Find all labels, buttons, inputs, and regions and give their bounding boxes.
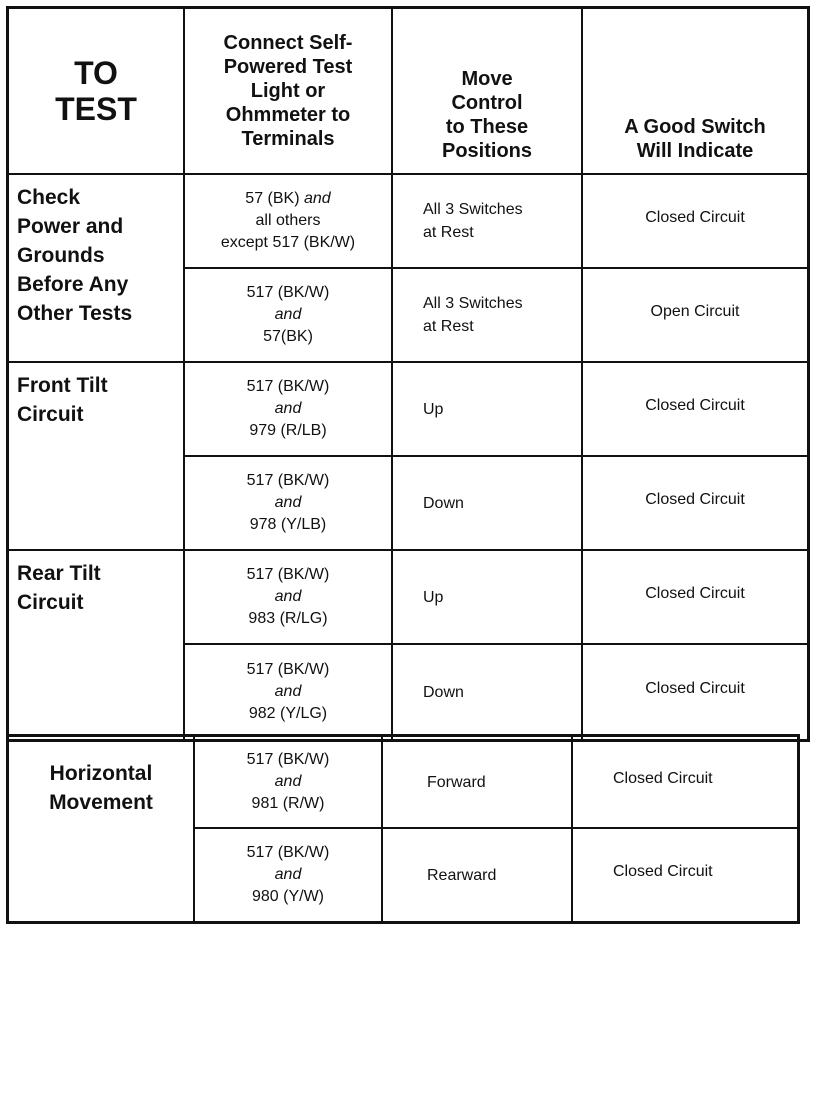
terminal-8-first: 517 (BK/W)	[246, 844, 330, 861]
terminals-row-2	[185, 269, 393, 363]
move-row-2-line-1: All 3 Switches	[423, 295, 523, 312]
terminals-row-6	[185, 645, 393, 739]
result-row-1: Closed Circuit	[583, 175, 807, 269]
group-check-power	[9, 175, 185, 363]
header-connect	[185, 9, 393, 175]
group-front-line-1: Front Tilt	[17, 374, 108, 397]
move-row-6-line-1: Down	[423, 683, 464, 701]
terminals-row-5	[185, 551, 393, 645]
move-row-1	[393, 175, 583, 269]
group-rear-line-2: Circuit	[17, 591, 84, 614]
header-connect-line-3: Light or	[250, 80, 326, 102]
terminal-1-third: except 517 (BK/W)	[220, 234, 356, 251]
move-row-7-line-1: Forward	[427, 773, 486, 791]
header-to-test-line-1: TO	[74, 55, 118, 91]
terminals-row-7	[195, 737, 383, 829]
group-power-line-3: Grounds	[17, 244, 105, 267]
horizontal-movement-table	[6, 734, 800, 924]
terminals-row-4	[185, 457, 393, 551]
move-row-1-line-1: All 3 Switches	[423, 201, 523, 218]
header-to-test	[9, 9, 185, 175]
group-horizontal-line-1: Horizontal	[49, 762, 153, 785]
group-power-line-4: Before Any	[17, 273, 129, 296]
move-row-8-line-1: Rearward	[427, 866, 497, 884]
group-front-tilt	[9, 363, 185, 551]
group-horizontal-movement	[9, 737, 195, 921]
group-rear-line-1: Rear Tilt	[17, 562, 101, 585]
result-row-7: Closed Circuit	[573, 737, 797, 829]
group-front-line-2: Circuit	[17, 403, 84, 426]
terminal-3-and: and	[274, 400, 302, 417]
terminals-row-8	[195, 829, 383, 921]
move-row-3	[393, 363, 583, 457]
group-power-line-5: Other Tests	[17, 302, 133, 325]
terminal-7-third: 981 (R/W)	[251, 795, 325, 812]
move-row-5-line-1: Up	[423, 588, 444, 606]
move-row-4-line-1: Down	[423, 494, 464, 512]
terminal-3-third: 979 (R/LB)	[249, 422, 327, 439]
move-row-8	[383, 829, 573, 921]
terminal-6-first: 517 (BK/W)	[246, 661, 330, 678]
header-move-line-3: to These	[445, 116, 529, 138]
terminal-4-first: 517 (BK/W)	[246, 472, 330, 489]
group-rear-tilt	[9, 551, 185, 739]
header-move-line-4: Positions	[441, 140, 532, 162]
switch-test-table	[6, 6, 810, 742]
move-row-5	[393, 551, 583, 645]
terminals-row-1	[185, 175, 393, 269]
terminal-7-and: and	[274, 773, 302, 790]
terminal-8-and: and	[274, 866, 302, 883]
terminal-4-and: and	[274, 494, 302, 511]
move-row-2-line-2: at Rest	[423, 318, 474, 335]
terminal-7-first: 517 (BK/W)	[246, 751, 330, 768]
terminal-1-second: all others	[255, 212, 321, 229]
result-row-3: Closed Circuit	[583, 363, 807, 457]
header-good-line-1: A Good Switch	[624, 116, 766, 138]
move-row-2	[393, 269, 583, 363]
result-row-2: Open Circuit	[583, 269, 807, 363]
result-row-5: Closed Circuit	[583, 551, 807, 645]
move-row-3-line-1: Up	[423, 400, 444, 418]
header-good-switch	[583, 9, 807, 175]
header-connect-line-5: Terminals	[241, 128, 335, 150]
terminal-3-first: 517 (BK/W)	[246, 378, 330, 395]
terminal-2-and: and	[274, 306, 302, 323]
header-connect-line-4: Ohmmeter to	[225, 104, 351, 126]
terminal-5-third: 983 (R/LG)	[248, 610, 328, 627]
result-row-6: Closed Circuit	[645, 680, 745, 697]
header-good-line-2: Will Indicate	[636, 140, 754, 162]
terminal-5-first: 517 (BK/W)	[246, 566, 330, 583]
terminal-6-and: and	[274, 683, 302, 700]
terminal-8-third: 980 (Y/W)	[251, 888, 324, 905]
header-move-line-2: Control	[451, 92, 523, 114]
terminal-6-third: 982 (Y/LG)	[248, 705, 328, 722]
result-row-4: Closed Circuit	[583, 457, 807, 551]
header-connect-line-2: Powered Test	[223, 56, 353, 78]
move-row-1-line-2: at Rest	[423, 224, 474, 241]
terminal-2-third: 57(BK)	[263, 328, 313, 345]
terminal-5-and: and	[274, 588, 302, 605]
move-row-4	[393, 457, 583, 551]
move-row-7	[383, 737, 573, 829]
group-power-line-2: Power and	[17, 215, 124, 238]
header-move-control	[393, 9, 583, 175]
terminal-4-third: 978 (Y/LB)	[249, 516, 327, 533]
terminals-row-3	[185, 363, 393, 457]
terminal-2-first: 517 (BK/W)	[246, 284, 330, 301]
group-power-line-1: Check	[17, 186, 81, 209]
header-connect-line-1: Connect Self-	[223, 32, 353, 54]
result-row-8: Closed Circuit	[613, 863, 713, 880]
terminal-1-first: 57 (BK) and	[245, 190, 331, 207]
group-horizontal-line-2: Movement	[49, 791, 153, 814]
header-to-test-line-2: TEST	[55, 91, 137, 127]
move-row-6	[393, 645, 583, 739]
header-move-line-1: Move	[461, 68, 513, 90]
